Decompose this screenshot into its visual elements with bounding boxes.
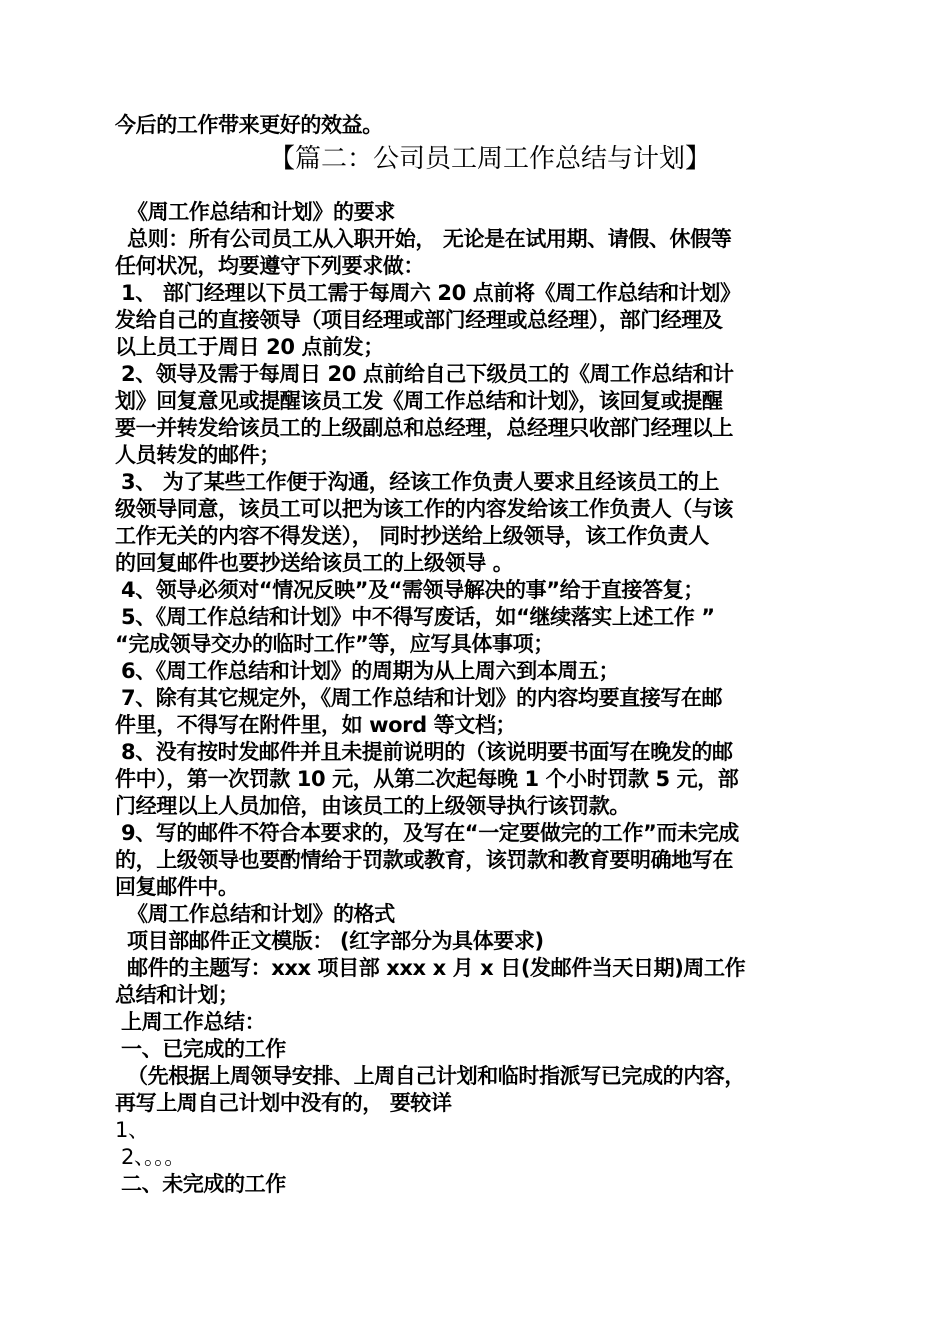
rule-2-line-4: 人员转发的邮件；: [115, 443, 280, 467]
format-heading: 《周工作总结和计划》的格式: [127, 902, 395, 926]
rule-5-line-2: “完成领导交办的临时工作”等，应写具体事项；: [115, 632, 554, 656]
document-page: [115, 112, 840, 1198]
rule-2-line-1: 2、领导及需于每周日 20 点前给自己下级员工的《周工作总结和计: [121, 362, 734, 386]
general-rule-line-2: 任何状况，均要遵守下列要求做：: [115, 254, 424, 278]
rule-1-line-1: 1、 部门经理以下员工需于每周六 20 点前将《周工作总结和计划》: [121, 281, 741, 305]
rule-3-line-1: 3、 为了某些工作便于沟通，经该工作负责人要求且经该员工的上: [121, 470, 719, 494]
requirements-heading: 《周工作总结和计划》的要求: [127, 200, 395, 224]
last-week-summary-heading: 上周工作总结：: [121, 1010, 266, 1034]
subject-line-1: 邮件的主题写：xxx 项目部 xxx x 月 x 日(发邮件当天日期)周工作: [127, 956, 746, 980]
item-1: 1、: [115, 1118, 149, 1142]
rule-2-line-2: 划》回复意见或提醒该员工发《周工作总结和计划》，该回复或提醒: [115, 389, 723, 413]
rule-7-line-2: 件里，不得写在附件里，如 word 等文档；: [115, 713, 517, 737]
intro-line: 今后的工作带来更好的效益。: [115, 113, 383, 137]
rule-8-line-3: 门经理以上人员加倍，由该员工的上级领导执行该罚款。: [115, 794, 630, 818]
uncompleted-work-heading: 二、未完成的工作: [121, 1172, 286, 1196]
rule-1-line-3: 以上员工于周日 20 点前发；: [115, 335, 384, 359]
rule-2-line-3: 要一并转发给该员工的上级副总和总经理，总经理只收部门经理以上: [115, 416, 733, 440]
rule-9-line-3: 回复邮件中。: [115, 875, 239, 899]
rule-8-line-1: 8、没有按时发邮件并且未提前说明的（该说明要书面写在晚发的邮: [121, 740, 733, 764]
item-2: 2、。。。: [121, 1145, 185, 1169]
rule-3-line-2: 级领导同意，该员工可以把为该工作的内容发给该工作负责人（与该: [115, 497, 733, 521]
rule-9-line-1: 9、写的邮件不符合本要求的，及写在“一定要做完的工作”而未完成: [121, 821, 739, 845]
completed-work-note-line-2: 再写上周自己计划中没有的， 要较详: [115, 1091, 452, 1115]
rule-8-line-2: 件中），第一次罚款 10 元，从第二次起每晚 1 个小时罚款 5 元，部: [115, 767, 739, 791]
rule-3-line-4: 的回复邮件也要抄送给该员工的上级领导 。: [115, 551, 514, 575]
rule-6-line-1: 6、《周工作总结和计划》的周期为从上周六到本周五；: [121, 659, 620, 683]
rule-5-line-1: 5、《周工作总结和计划》中不得写废话，如“继续落实上述工作 ”: [121, 605, 715, 629]
rule-9-line-2: 的，上级领导也要酌情给于罚款或教育，该罚款和教育要明确地写在: [115, 848, 733, 872]
completed-work-note-line-1: （先根据上周领导安排、上周自己计划和临时指派写已完成的内容，: [127, 1064, 745, 1088]
section-title: 【篇二：公司员工周工作总结与计划】: [268, 144, 711, 174]
completed-work-heading: 一、已完成的工作: [121, 1037, 286, 1061]
rule-3-line-3: 工作无关的内容不得发送）， 同时抄送给上级领导，该工作负责人: [115, 524, 709, 548]
template-label: 项目部邮件正文模版： (红字部分为具体要求): [127, 929, 544, 953]
rule-1-line-2: 发给自己的直接领导（项目经理或部门经理或总经理），部门经理及: [115, 308, 723, 332]
subject-line-2: 总结和计划；: [115, 983, 239, 1007]
rule-4-line-1: 4、领导必须对“情况反映”及“需领导解决的事”给于直接答复；: [121, 578, 704, 602]
rule-7-line-1: 7、除有其它规定外，《周工作总结和计划》的内容均要直接写在邮: [121, 686, 723, 710]
general-rule-line-1: 总则：所有公司员工从入职开始， 无论是在试用期、请假、休假等: [127, 227, 732, 251]
